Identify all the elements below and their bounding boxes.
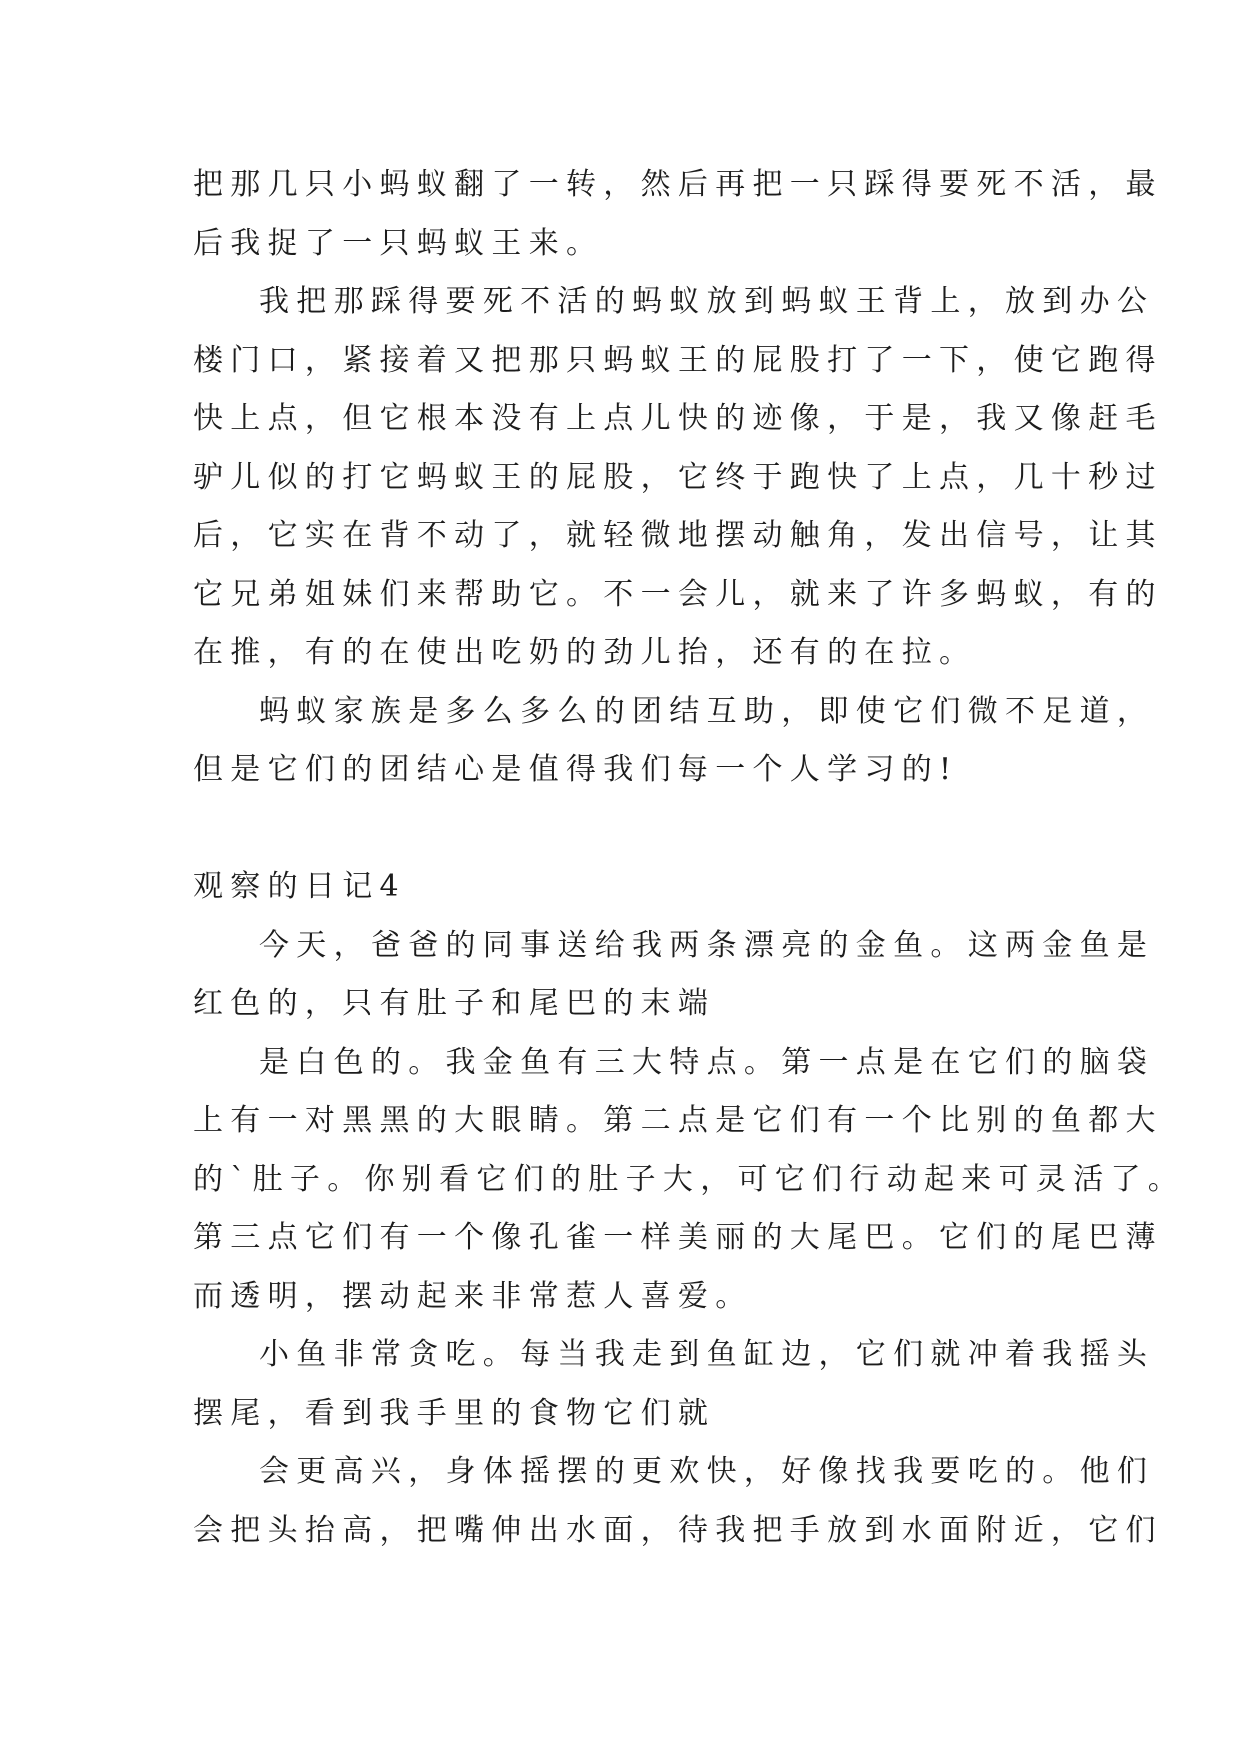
paragraph-line: 会更高兴，身体摇摆的更欢快，好像找我要吃的。他们 xyxy=(259,1454,1155,1489)
paragraph-line: 红色的，只有肚子和尾巴的末端 xyxy=(193,986,716,1021)
paragraph-line: 在推，有的在使出吃奶的劲儿抬，还有的在拉。 xyxy=(193,635,977,670)
document-text xyxy=(193,156,1186,1560)
paragraph-line: 快上点，但它根本没有上点儿快的迹像，于是，我又像赶毛 xyxy=(193,401,1163,436)
paragraph-line: 会把头抬高，把嘴伸出水面，待我把手放到水面附近，它们 xyxy=(193,1512,1163,1548)
paragraph-line: 我把那踩得要死不活的蚂蚁放到蚂蚁王背上，放到办公 xyxy=(259,284,1155,319)
paragraph-line: 摆尾，看到我手里的食物它们就 xyxy=(193,1395,716,1431)
paragraph-line: 但是它们的团结心是值得我们每一个人学习的! xyxy=(193,752,959,787)
paragraph-line: 楼门口，紧接着又把那只蚂蚁王的屁股打了一下，使它跑得 xyxy=(193,342,1163,378)
paragraph-line: 后，它实在背不动了，就轻微地摆动触角，发出信号，让其 xyxy=(193,518,1163,553)
section-heading: 观察的日记4 xyxy=(193,869,406,904)
paragraph-line: 驴儿似的打它蚂蚁王的屁股，它终于跑快了上点，几十秒过 xyxy=(193,459,1163,495)
paragraph-line: 蚂蚁家族是多么多么的团结互助，即使它们微不足道， xyxy=(259,693,1155,729)
paragraph-line: 今天，爸爸的同事送给我两条漂亮的金鱼。这两金鱼是 xyxy=(259,927,1155,963)
paragraph-line: 第三点它们有一个像孔雀一样美丽的大尾巴。它们的尾巴薄 xyxy=(193,1220,1163,1255)
paragraph-line: 它兄弟姐妹们来帮助它。不一会儿，就来了许多蚂蚁，有的 xyxy=(193,576,1163,612)
section-spacer xyxy=(193,800,1073,859)
paragraph-line: 把那几只小蚂蚁翻了一转，然后再把一只踩得要死不活，最 xyxy=(193,167,1163,202)
paragraph-line: 而透明，摆动起来非常惹人喜爱。 xyxy=(193,1278,753,1314)
paragraph-line: 是白色的。我金鱼有三大特点。第一点是在它们的脑袋 xyxy=(259,1044,1155,1080)
paragraph-line: 后我捉了一只蚂蚁王来。 xyxy=(193,225,604,261)
paragraph-line: 的`肚子。你别看它们的肚子大，可它们行动起来可灵活了。 xyxy=(193,1161,1186,1197)
paragraph-line: 小鱼非常贪吃。每当我走到鱼缸边，它们就冲着我摇头 xyxy=(259,1337,1155,1372)
paragraph-line: 上有一对黑黑的大眼睛。第二点是它们有一个比别的鱼都大 xyxy=(193,1103,1163,1138)
